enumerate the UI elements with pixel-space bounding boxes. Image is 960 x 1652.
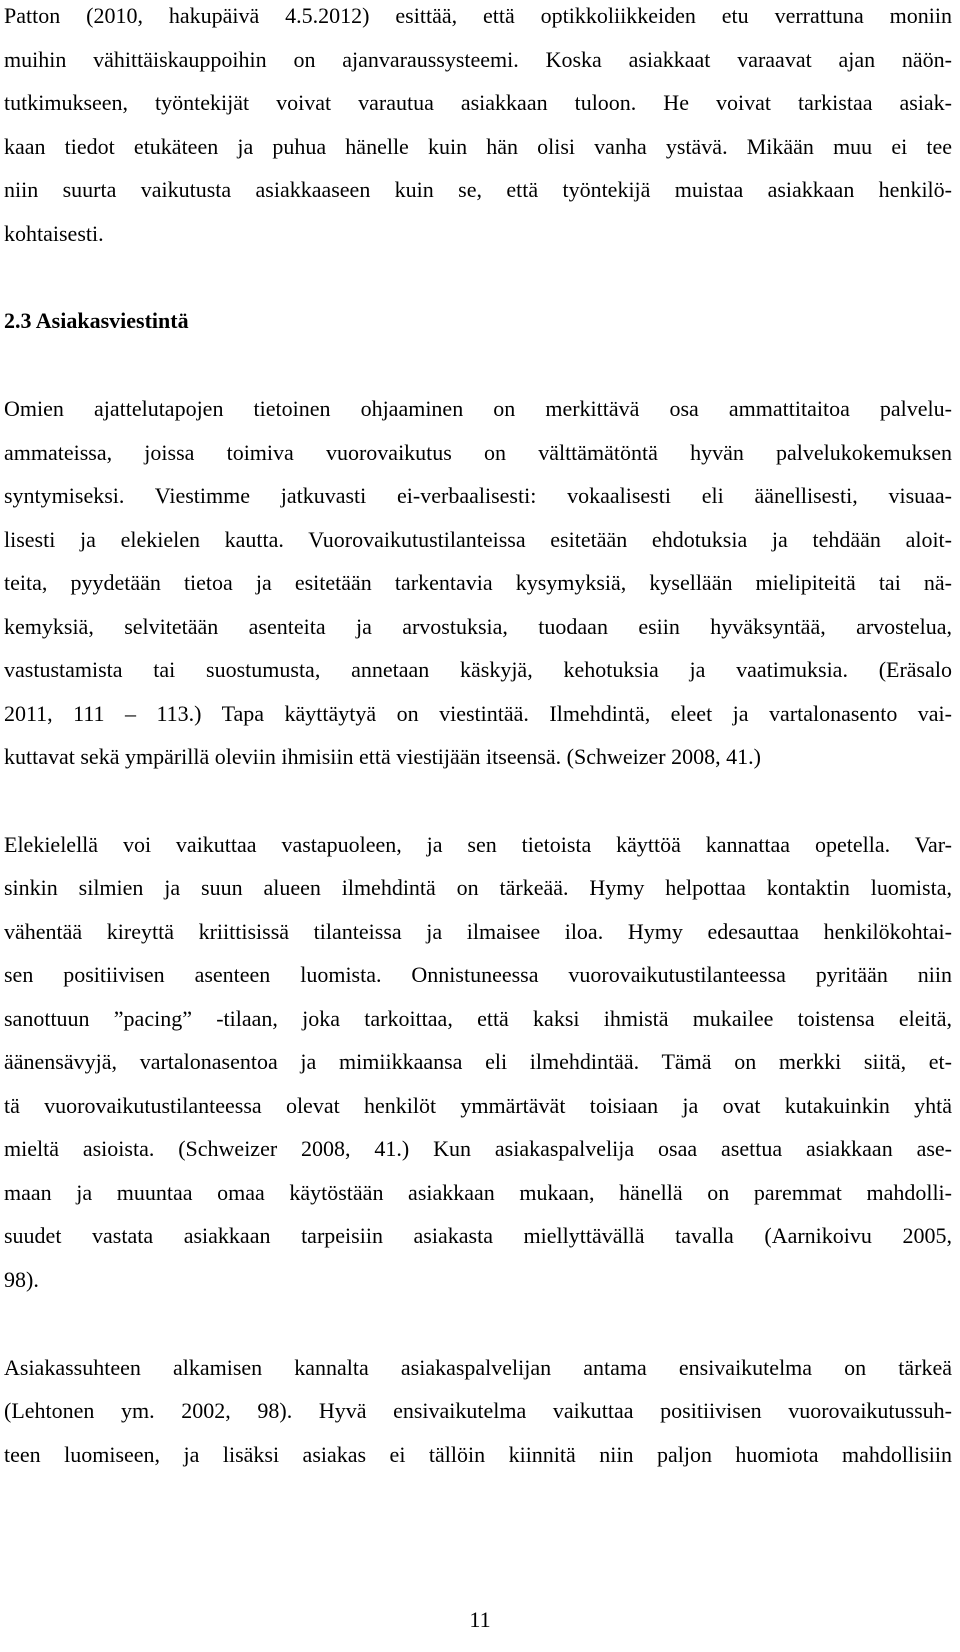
section-heading: 2.3 Asiakasviestintä — [4, 308, 189, 333]
text-line: 2011, 111 – 113.) Tapa käyttäytyä on viestintää. Ilmehdintä, eleet ja vartalonasento vai- — [4, 701, 952, 726]
text-line: ammateissa, joissa toimiva vuorovaikutus on välttämätöntä hyvän palvelukokemuksen — [4, 440, 952, 465]
text-line: vastustamista tai suostumusta, annetaan käskyjä, kehotuksia ja vaatimuksia. (Eräsalo — [4, 657, 952, 682]
text-line: kohtaisesti. — [4, 221, 104, 246]
text-line: (Lehtonen ym. 2002, 98). Hyvä ensivaikutelma vaikuttaa positiivisen vuorovaikutussuh- — [4, 1398, 952, 1423]
text-line: maan ja muuntaa omaa käytöstään asiakkaan mukaan, hänellä on paremmat mahdolli- — [4, 1180, 952, 1205]
text-line: sen positiivisen asenteen luomista. Onnistuneessa vuorovaikutustilanteessa pyritään niin — [4, 962, 952, 987]
text-line: kaan tiedot etukäteen ja puhua hänelle kuin hän olisi vanha ystävä. Mikään muu ei tee — [4, 134, 952, 159]
text-line: Patton (2010, hakupäivä 4.5.2012) esittää, että optikkoliikkeiden etu verrattuna moniin — [4, 3, 952, 28]
text-line: teen luomiseen, ja lisäksi asiakas ei tällöin kiinnitä niin paljon huomiota mahdollisiin — [4, 1442, 952, 1467]
text-line: 98). — [4, 1267, 39, 1292]
text-line: mieltä asioista. (Schweizer 2008, 41.) Kun asiakaspalvelija osaa asettua asiakkaan ase- — [4, 1136, 952, 1161]
text-line: sanottuun ”pacing” -tilaan, joka tarkoittaa, että kaksi ihmistä mukailee toistensa eleitä, — [4, 1006, 952, 1031]
text-line: Omien ajattelutapojen tietoinen ohjaaminen on merkittävä osa ammattitaitoa palvelu- — [4, 396, 952, 421]
text-line: kemyksiä, selvitetään asenteita ja arvostuksia, tuodaan esiin hyväksyntää, arvostelua, — [4, 614, 952, 639]
text-line: Elekielellä voi vaikuttaa vastapuoleen, ja sen tietoista käyttöä kannattaa opetella. Var- — [4, 832, 952, 857]
text-line: muihin vähittäiskauppoihin on ajanvaraussysteemi. Koska asiakkaat varaavat ajan näön- — [4, 47, 952, 72]
text-line: äänensävyjä, vartalonasentoa ja mimiikkaansa eli ilmehdintää. Tämä on merkki siitä, et- — [4, 1049, 952, 1074]
text-line: vähentää kireyttä kriittisissä tilanteissa ja ilmaisee iloa. Hymy edesauttaa henkilökohtai- — [4, 919, 952, 944]
text-line: tä vuorovaikutustilanteessa olevat henkilöt ymmärtävät toisiaan ja ovat kutakuinkin yhtä — [4, 1093, 952, 1118]
text-line: teita, pyydetään tietoa ja esitetään tarkentavia kysymyksiä, kysellään mielipiteitä tai nä- — [4, 570, 952, 595]
text-line: syntymiseksi. Viestimme jatkuvasti ei-verbaalisesti: vokaalisesti eli äänellisesti, visuaa- — [4, 483, 952, 508]
text-line: lisesti ja elekielen kautta. Vuorovaikutustilanteissa esitetään ehdotuksia ja tehdään aloit- — [4, 527, 952, 552]
text-line: tutkimukseen, työntekijät voivat varautua asiakkaan tuloon. He voivat tarkistaa asiak- — [4, 90, 952, 115]
text-line: suudet vastata asiakkaan tarpeisiin asiakasta miellyttävällä tavalla (Aarnikoivu 2005, — [4, 1223, 952, 1248]
text-line: kuttavat sekä ympärillä oleviin ihmisiin että viestijään itseensä. (Schweizer 2008, 41.) — [4, 744, 761, 769]
text-line: sinkin silmien ja suun alueen ilmehdintä on tärkeää. Hymy helpottaa kontaktin luomista, — [4, 875, 952, 900]
page-number: 11 — [469, 1607, 491, 1632]
text-line: niin suurta vaikutusta asiakkaaseen kuin se, että työntekijä muistaa asiakkaan henkilö- — [4, 177, 952, 202]
text-line: Asiakassuhteen alkamisen kannalta asiakaspalvelijan antama ensivaikutelma on tärkeä — [4, 1355, 952, 1380]
